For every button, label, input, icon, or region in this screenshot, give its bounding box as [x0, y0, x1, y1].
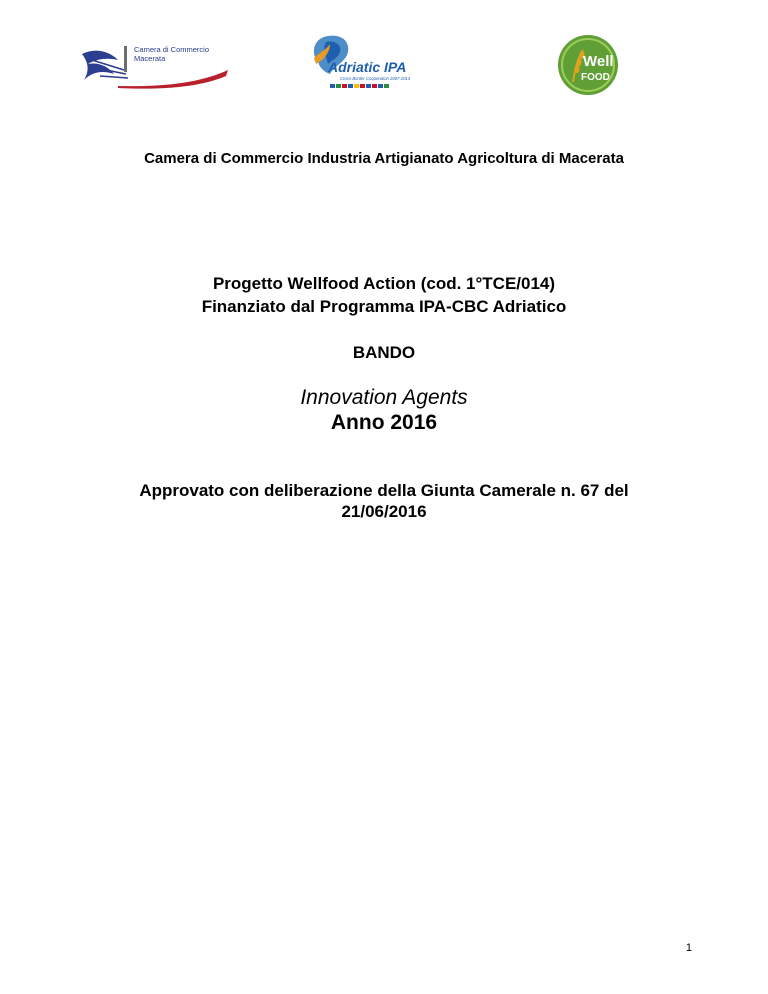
wellfood-logo-line1: Well: [583, 53, 614, 70]
camera-logo-line2: Macerata: [134, 54, 166, 63]
camera-logo-line1: Camera di Commercio: [134, 45, 210, 54]
flags-row: [330, 84, 389, 88]
adriatic-logo-tagline: Cross-Border Cooperation 2007-2013: [340, 76, 411, 81]
page-number: 1: [685, 942, 692, 954]
project-title: Progetto Wellfood Action (cod. 1°TCE/014): [212, 274, 556, 293]
adriatic-logo-name: Adriatic IPA: [328, 59, 407, 75]
camera-logo-swoosh: [118, 70, 228, 89]
document-year: Anno 2016: [330, 411, 438, 434]
wellfood-logo: [553, 32, 623, 98]
camera-di-commercio-logo: [78, 40, 230, 90]
camera-logo-wordmark: [134, 45, 209, 63]
document-title: Innovation Agents: [300, 386, 468, 409]
approval-line-1: Approvato con deliberazione della Giunta Camerale n. 67 del: [139, 481, 629, 500]
wellfood-logo-line2: FOOD: [581, 72, 610, 83]
logo-bar: [0, 30, 768, 100]
adriatic-ipa-logo: [300, 32, 412, 94]
approval-date: 21/06/2016: [341, 502, 427, 521]
bando-heading: BANDO: [352, 343, 416, 362]
organization-heading: Camera di Commercio Industria Artigianato Agricoltura di Macerata: [144, 150, 624, 167]
funding-line: Finanziato dal Programma IPA-CBC Adriatico: [201, 297, 567, 316]
camera-emblem-icon: [82, 46, 128, 80]
